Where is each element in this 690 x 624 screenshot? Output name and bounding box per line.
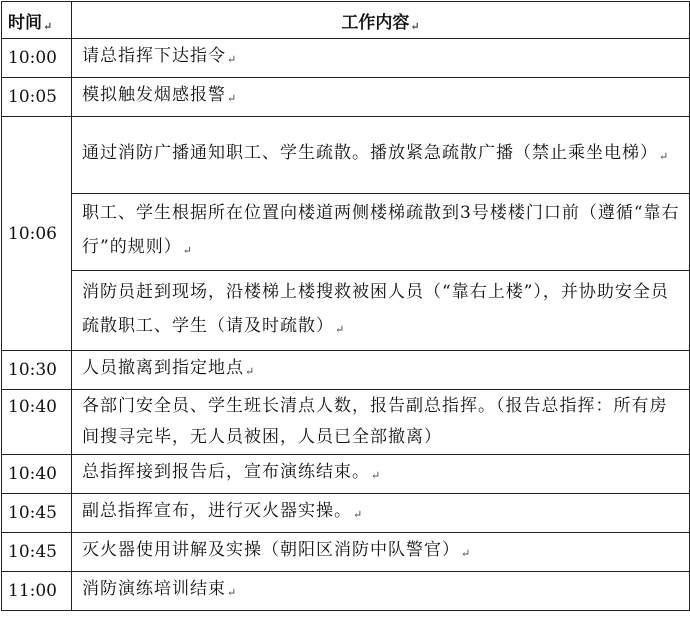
return-mark: ↵ <box>353 508 364 521</box>
content-cell <box>72 39 690 78</box>
schedule-table <box>1 1 690 611</box>
content-cell <box>72 572 690 611</box>
content-cell <box>72 78 690 117</box>
return-mark: ↵ <box>227 586 238 599</box>
return-mark: ↵ <box>227 92 238 105</box>
content-text: 副总指挥宣布，进行灭火器实操。 <box>82 501 352 521</box>
time-cell: 10:06 <box>2 117 72 351</box>
time-cell: 10:45 <box>2 533 72 572</box>
content-text: 职工、学生根据所在位置向楼道两侧楼梯疏散到3号楼楼门口前（遵循“靠右行”的规则） <box>82 203 680 257</box>
return-mark: ↵ <box>43 19 53 33</box>
return-mark: ↵ <box>461 547 472 560</box>
content-cell <box>72 390 690 455</box>
table-row <box>2 494 690 533</box>
table-row <box>2 271 690 351</box>
content-text: 模拟触发烟感报警 <box>82 85 226 105</box>
table-row <box>2 390 690 455</box>
table-row <box>2 351 690 390</box>
return-mark: ↵ <box>410 19 420 33</box>
table-row <box>2 39 690 78</box>
content-cell <box>72 494 690 533</box>
content-text: 灭火器使用讲解及实操（朝阳区消防中队警官） <box>82 540 460 560</box>
table-row <box>2 78 690 117</box>
content-text: 通过消防广播通知职工、学生疏散。播放紧急疏散广播（禁止乘坐电梯） <box>82 143 658 163</box>
header-content-label: 工作内容 <box>341 12 410 33</box>
table-row <box>2 194 690 271</box>
return-mark: ↵ <box>335 322 346 336</box>
content-cell <box>72 533 690 572</box>
time-cell: 10:40 <box>2 455 72 494</box>
return-mark: ↵ <box>245 365 256 378</box>
content-text: 各部门安全员、学生班长清点人数，报告副总指挥。（报告总指挥：所有房间搜寻完毕，无人员被困，人员已全部撤离） <box>82 396 668 447</box>
time-cell: 10:40 <box>2 390 72 455</box>
content-text: 请总指挥下达指令 <box>82 46 226 66</box>
content-cell <box>72 117 690 194</box>
time-cell: 10:45 <box>2 494 72 533</box>
header-time-label: 时间 <box>8 12 42 33</box>
header-time <box>2 2 72 39</box>
content-text: 消防员赶到现场，沿楼梯上楼搜救被困人员（“靠右上楼”），并协助安全员疏散职工、学生（请及时疏散） <box>82 281 669 336</box>
return-mark: ↵ <box>182 244 193 257</box>
content-cell <box>72 351 690 390</box>
table-row <box>2 533 690 572</box>
table-row <box>2 117 690 194</box>
content-text: 总指挥接到报告后，宣布演练结束。 <box>82 462 370 482</box>
content-cell <box>72 194 690 271</box>
content-text: 人员撤离到指定地点 <box>82 358 244 378</box>
time-cell: 10:30 <box>2 351 72 390</box>
time-cell: 11:00 <box>2 572 72 611</box>
content-cell <box>72 455 690 494</box>
return-mark: ↵ <box>659 150 670 163</box>
table-row <box>2 455 690 494</box>
table-row <box>2 572 690 611</box>
content-cell <box>72 271 690 351</box>
header-row <box>2 2 690 39</box>
content-text: 消防演练培训结束 <box>82 579 226 599</box>
time-cell: 10:00 <box>2 39 72 78</box>
header-content <box>72 2 690 39</box>
return-mark: ↵ <box>371 469 382 482</box>
time-cell: 10:05 <box>2 78 72 117</box>
return-mark: ↵ <box>227 53 238 66</box>
